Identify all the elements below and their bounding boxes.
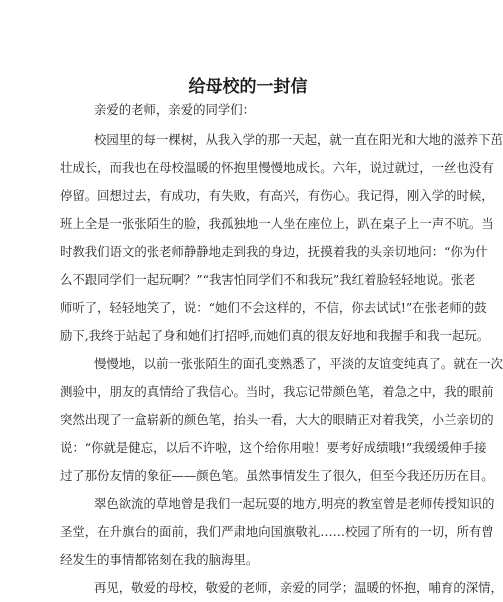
body-line: 时教我们语文的张老师静静地走到我的身边，抚摸着我的头亲切地问：“你为什 <box>60 244 488 259</box>
body-line: 慢慢地，以前一张张陌生的面孔变熟悉了，平淡的友谊变纯真了。就在一次 <box>94 356 503 371</box>
body-line: 么不跟同学们一起玩啊？”“我害怕同学们不和我玩”我红着脸轻轻地说。张老 <box>60 272 476 287</box>
body-line: 过了那份友情的象征——颜色笔。虽然事情发生了很久，但至今我还历历在目。 <box>60 468 494 483</box>
body-line: 圣堂，在升旗台的面前，我们严肃地向国旗敬礼……校园了所有的一切，所有曾 <box>60 524 494 539</box>
body-line: 说：“你就是健忘，以后不许啦，这个给你用啦！要考好成绩哦!”我缓缓伸手接 <box>60 440 487 455</box>
salutation-line: 亲爱的老师，亲爱的同学们： <box>94 102 256 117</box>
body-line: 励下,我终于站起了身和她们打招呼,而她们真的很友好地和我握手和我一起玩。 <box>60 328 490 343</box>
body-line: 师听了，轻轻地笑了，说：“她们不会这样的，不信，你去试试!”在张老师的鼓 <box>60 300 487 315</box>
body-line: 停留。回想过去，有成功，有失败，有高兴，有伤心。我记得，刚入学的时候， <box>60 188 494 203</box>
body-line: 经发生的事情都铭刻在我的脑海里。 <box>60 552 259 567</box>
body-line: 班上全是一张张陌生的脸，我孤独地一人坐在座位上，趴在桌子上一声不吭。当 <box>60 216 494 231</box>
document-title: 给母校的一封信 <box>188 77 308 97</box>
body-line: 突然出现了一盒崭新的颜色笔，抬头一看，大大的眼睛正对着我笑，小兰亲切的 <box>60 412 494 427</box>
body-line: 测验中，朋友的真情给了我信心。当时，我忘记带颜色笔，着急之中，我的眼前 <box>60 384 494 399</box>
body-line: 再见，敬爱的母校，敬爱的老师，亲爱的同学；温暖的怀抱，哺育的深情， <box>94 580 503 595</box>
body-line: 壮成长，而我也在母校温暖的怀抱里慢慢地成长。六年，说过就过，一丝也没有 <box>60 160 494 175</box>
body-line: 校园里的每一棵树，从我入学的那一天起，就一直在阳光和大地的滋养下茁 <box>94 132 503 147</box>
body-line: 翠色欲流的草地曾是我们一起玩耍的地方,明亮的教室曾是老师传授知识的 <box>94 496 495 511</box>
